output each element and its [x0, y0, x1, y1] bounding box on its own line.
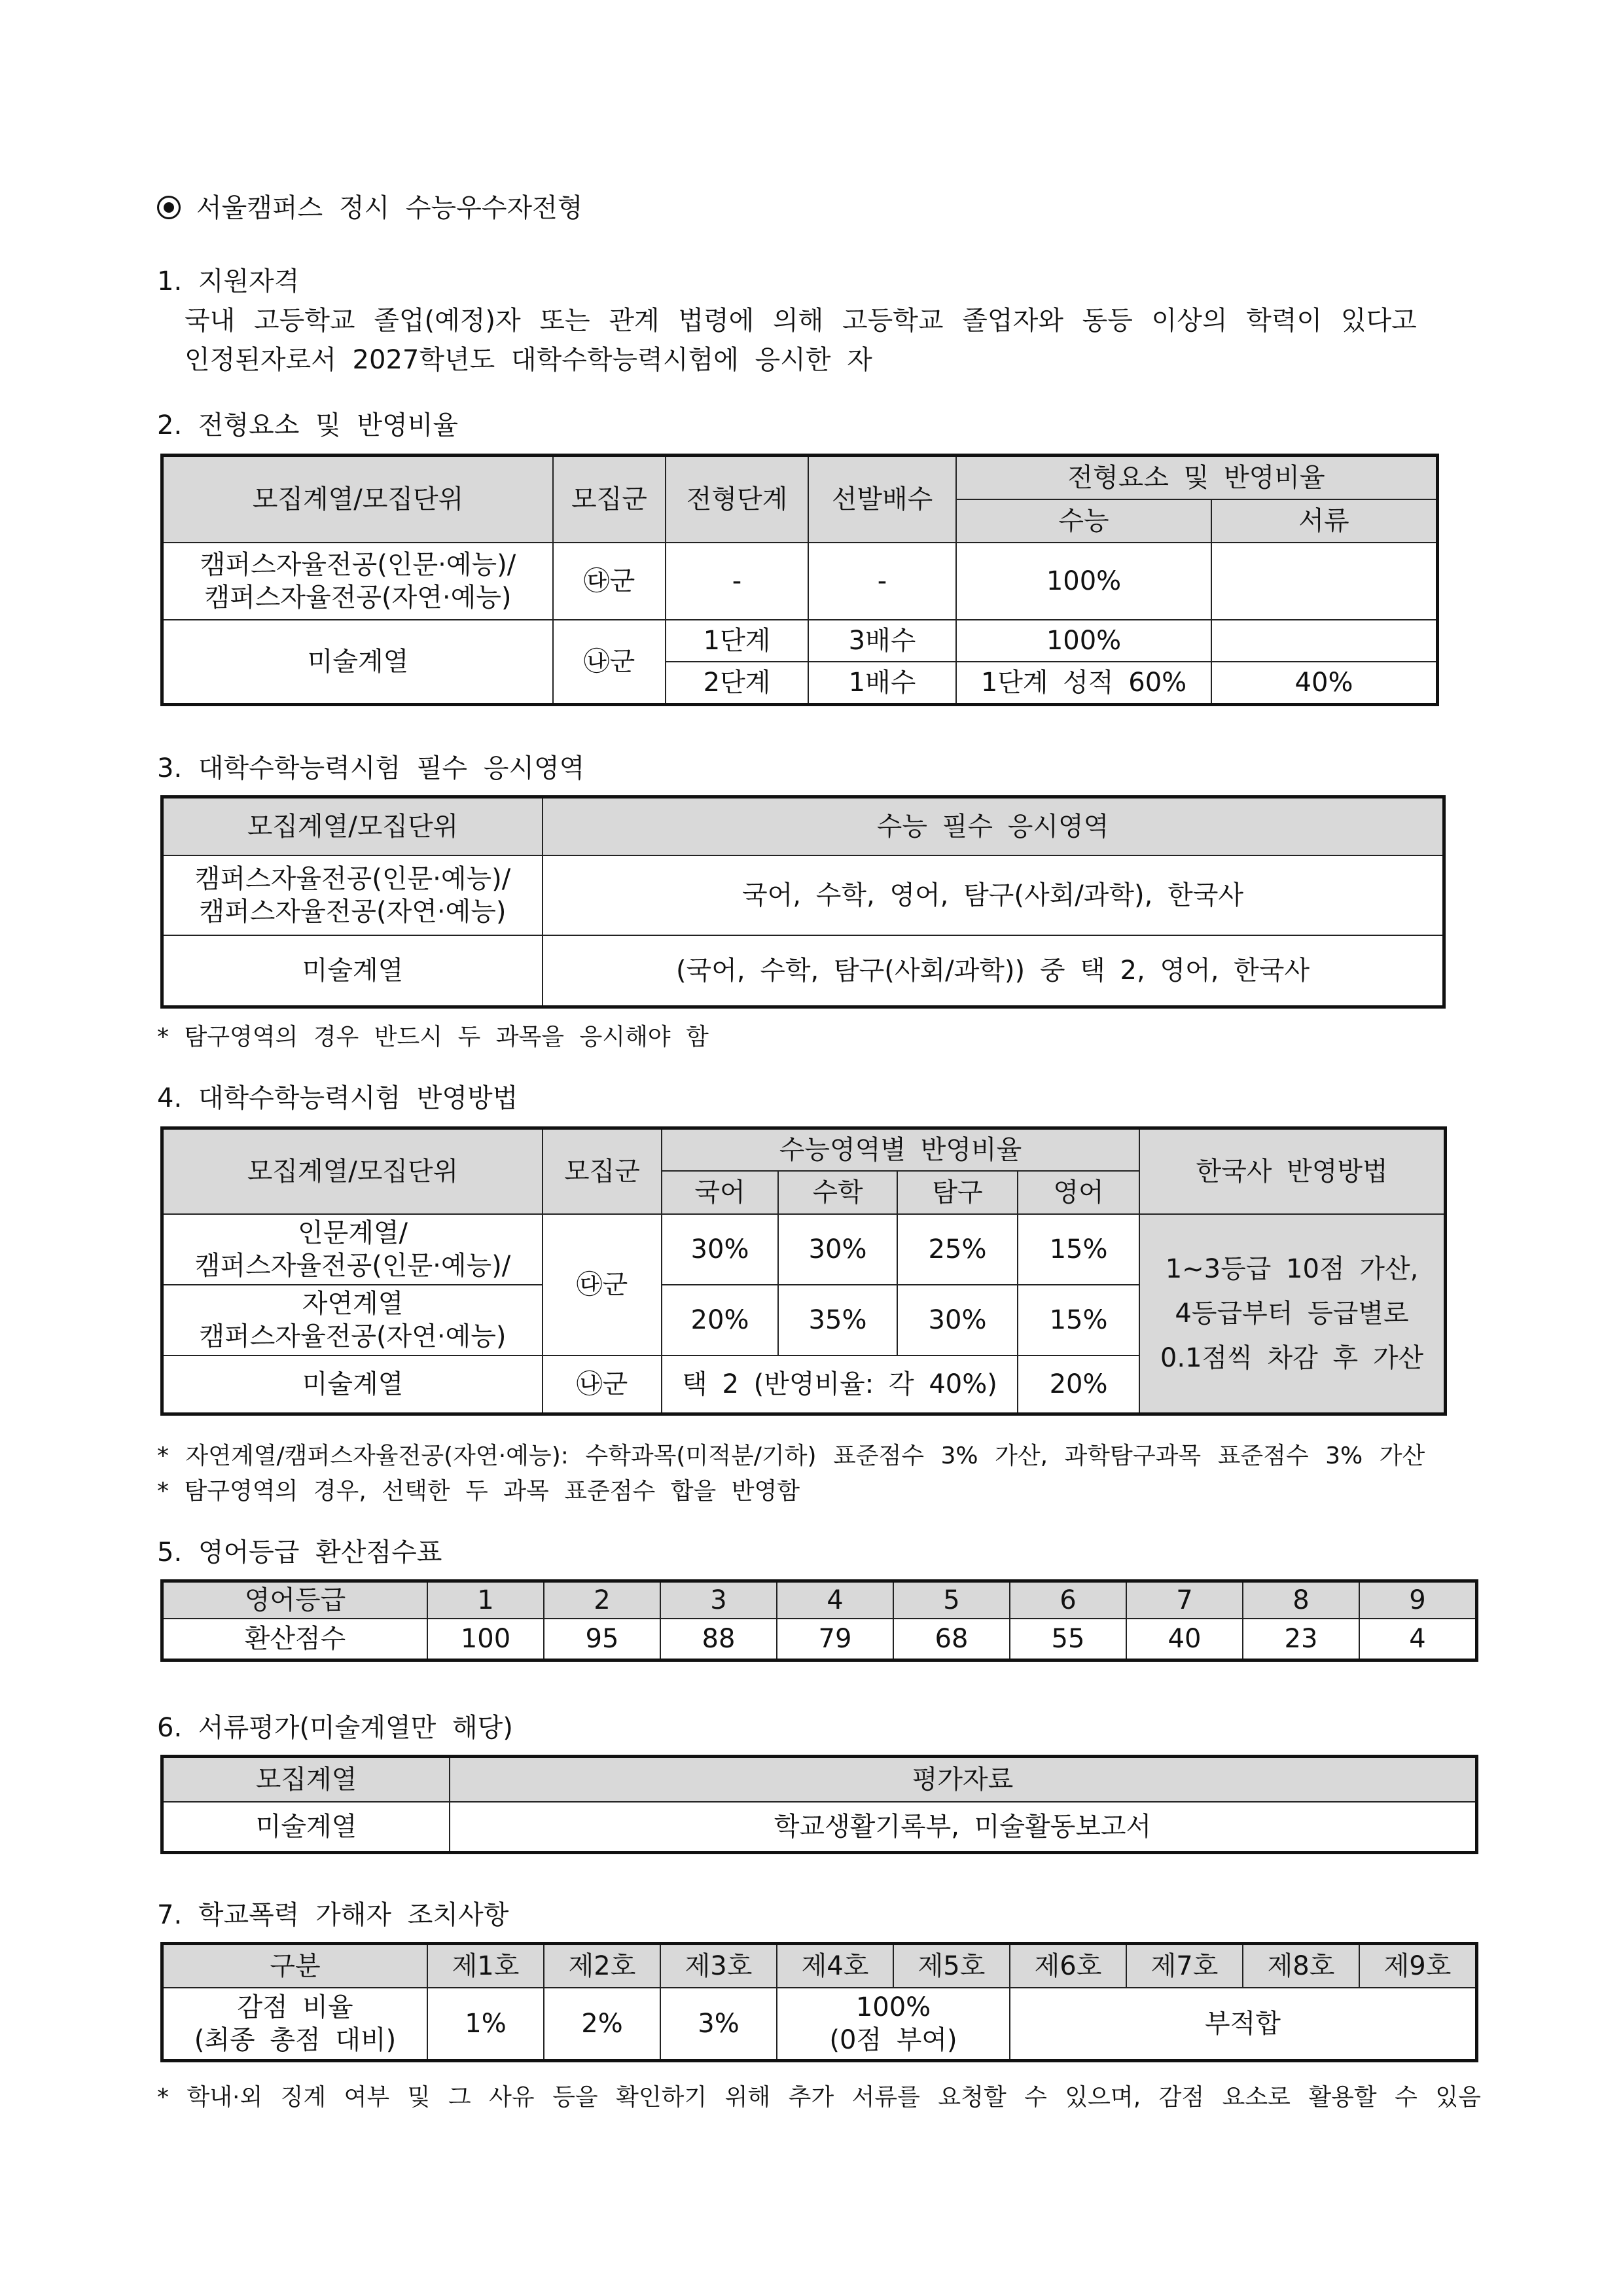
cell-documents-2: 40%: [1211, 662, 1436, 704]
cell-korean: 30%: [662, 1214, 778, 1285]
section-1-title: 1. 지원자격: [157, 266, 300, 296]
section-4-note-1: * 자연계열/캠퍼스자율전공(자연·예능): 수학과목(미적분/기하) 표준점수 3% 가산, 과학탐구과목 표준점수 3% 가산: [157, 1443, 1425, 1469]
cell-multiple-1: 3배수: [808, 620, 956, 662]
code-header-7: 제7호: [1126, 1945, 1243, 1988]
section-7-title: 7. 학교폭력 가해자 조치사항: [157, 1900, 509, 1930]
score-cell-1: 100: [427, 1619, 544, 1659]
header-math: 수학: [778, 1171, 897, 1214]
header-materials: 평가자료: [450, 1757, 1476, 1802]
cell-group-art: ㉯군: [543, 1355, 662, 1413]
cell-unit-natural: [163, 1285, 543, 1355]
label-line-2: (최종 총점 대비): [194, 2025, 397, 2055]
cell-unit-art: 미술계열: [163, 620, 553, 704]
header-unit: 모집계열: [163, 1757, 450, 1802]
header-ratio: 수능영역별 반영비율: [662, 1129, 1139, 1171]
header-multiple: 선발배수: [808, 456, 956, 543]
cell-inquiry: 25%: [897, 1214, 1018, 1285]
unit-line-2: 캠퍼스자율전공(자연·예능): [199, 897, 507, 927]
header-ratio: 전형요소 및 반영비율: [956, 456, 1436, 499]
unit-line-1: 자연계열: [302, 1289, 404, 1319]
cell-english: 15%: [1018, 1214, 1139, 1285]
header-korean: 국어: [662, 1171, 778, 1214]
cell-stage: -: [666, 543, 808, 620]
header-documents: 서류: [1211, 499, 1436, 543]
cell-unit-art: 미술계열: [163, 935, 543, 1006]
cell-korean-history-method: [1139, 1214, 1444, 1413]
code-header-2: 제2호: [544, 1945, 660, 1988]
cell-code-1: 1%: [427, 1988, 544, 2060]
cell-multiple-2: 1배수: [808, 662, 956, 704]
history-line-1: 1~3등급 10점 가산,: [1165, 1254, 1419, 1284]
page-heading: [157, 187, 582, 224]
header-converted-score: 환산점수: [163, 1619, 427, 1659]
section-5-title: 5. 영어등급 환산점수표: [157, 1537, 442, 1568]
header-unit: 모집계열/모집단위: [163, 1129, 543, 1214]
grade-cell-3: 3: [660, 1582, 777, 1619]
section-4-note-2: * 탐구영역의 경우, 선택한 두 과목 표준점수 합을 반영함: [157, 1478, 800, 1505]
label-line-1: 감점 비율: [237, 1992, 353, 2022]
cell-code-6-9: 부적합: [1010, 1988, 1476, 2060]
school-violence-table: [162, 1944, 1476, 2060]
grade-cell-1: 1: [427, 1582, 544, 1619]
cell-multiple: -: [808, 543, 956, 620]
code-header-6: 제6호: [1010, 1945, 1126, 1988]
cell-choose-two: 택 2 (반영비율: 각 40%): [662, 1355, 1018, 1413]
cell-materials: 학교생활기록부, 미술활동보고서: [450, 1802, 1476, 1852]
unit-line-2: 캠퍼스자율전공(자연·예능): [204, 583, 512, 613]
header-division: 구분: [163, 1945, 427, 1988]
header-unit: 모집계열/모집단위: [163, 798, 543, 855]
grade-cell-6: 6: [1010, 1582, 1126, 1619]
cell-deduction-label: [163, 1988, 427, 2060]
header-english-grade: 영어등급: [163, 1582, 427, 1619]
section-2-title: 2. 전형요소 및 반영비율: [157, 410, 459, 440]
cell-stage-1: 1단계: [666, 620, 808, 662]
page-heading-text: 서울캠퍼스 정시 수능우수자전형: [196, 193, 583, 223]
cell-group: ㉰군: [543, 1214, 662, 1355]
cell-csat: 100%: [956, 543, 1211, 620]
score-cell-7: 40: [1126, 1619, 1243, 1659]
header-stage: 전형단계: [666, 456, 808, 543]
cell-english-art: 20%: [1018, 1355, 1139, 1413]
score-cell-3: 88: [660, 1619, 777, 1659]
cell-code-4-5: [777, 1988, 1010, 2060]
grade-cell-5: 5: [893, 1582, 1010, 1619]
header-required-area: 수능 필수 응시영역: [543, 798, 1443, 855]
cell-group-art: ㉯군: [553, 620, 666, 704]
section-6-title: 6. 서류평가(미술계열만 해당): [157, 1713, 513, 1743]
cell-english: 15%: [1018, 1285, 1139, 1355]
value-line-2: (0점 부여): [829, 2025, 957, 2055]
score-cell-8: 23: [1243, 1619, 1359, 1659]
code-header-4: 제4호: [777, 1945, 893, 1988]
cell-stage-2: 2단계: [666, 662, 808, 704]
grade-cell-7: 7: [1126, 1582, 1243, 1619]
grade-cell-9: 9: [1359, 1582, 1476, 1619]
section-3-note: * 탐구영역의 경우 반드시 두 과목을 응시해야 함: [157, 1024, 709, 1050]
code-header-3: 제3호: [660, 1945, 777, 1988]
grade-cell-4: 4: [777, 1582, 893, 1619]
code-header-8: 제8호: [1243, 1945, 1359, 1988]
section-4-title: 4. 대학수학능력시험 반영방법: [157, 1083, 518, 1113]
cell-required-area: 국어, 수학, 영어, 탐구(사회/과학), 한국사: [543, 855, 1443, 935]
eligibility-line-1: 국내 고등학교 졸업(예정)자 또는 관계 법령에 의해 고등학교 졸업자와 동등 이상의 학력이 있다고: [185, 306, 1417, 336]
cell-code-2: 2%: [544, 1988, 660, 2060]
unit-line-1: 인문계열/: [297, 1218, 408, 1248]
unit-line-2: 캠퍼스자율전공(자연·예능): [199, 1321, 507, 1352]
header-unit: 모집계열/모집단위: [163, 456, 553, 543]
cell-korean: 20%: [662, 1285, 778, 1355]
section-3-title: 3. 대학수학능력시험 필수 응시영역: [157, 753, 585, 783]
english-grade-table: [162, 1581, 1476, 1660]
cell-documents-1: [1211, 620, 1436, 662]
code-header-1: 제1호: [427, 1945, 544, 1988]
section-7-note: * 학내·외 징계 여부 및 그 사유 등을 확인하기 위해 추가 서류를 요청할 수 있으며, 감점 요소로 활용할 수 있음: [157, 2084, 1481, 2111]
cell-unit: [163, 543, 553, 620]
header-csat: 수능: [956, 499, 1211, 543]
required-areas-table: [162, 797, 1444, 1007]
cell-group: ㉰군: [553, 543, 666, 620]
cell-csat-1: 100%: [956, 620, 1211, 662]
code-header-9: 제9호: [1359, 1945, 1476, 1988]
cell-code-3: 3%: [660, 1988, 777, 2060]
header-english: 영어: [1018, 1171, 1139, 1214]
header-korean-history: 한국사 반영방법: [1139, 1129, 1444, 1214]
grade-cell-8: 8: [1243, 1582, 1359, 1619]
history-line-2: 4등급부터 등급별로: [1175, 1299, 1409, 1329]
cell-unit-art: 미술계열: [163, 1355, 543, 1413]
cell-unit-art: 미술계열: [163, 1802, 450, 1852]
cell-required-area-art: (국어, 수학, 탐구(사회/과학)) 중 택 2, 영어, 한국사: [543, 935, 1443, 1006]
csat-method-table: [162, 1128, 1445, 1414]
score-cell-4: 79: [777, 1619, 893, 1659]
cell-inquiry: 30%: [897, 1285, 1018, 1355]
cell-unit: [163, 855, 543, 935]
eligibility-line-2: 인정된자로서 2027학년도 대학수학능력시험에 응시한 자: [185, 345, 872, 375]
cell-documents: [1211, 543, 1436, 620]
radio-bullet-icon: [157, 196, 181, 219]
score-cell-9: 4: [1359, 1619, 1476, 1659]
header-group: 모집군: [553, 456, 666, 543]
header-inquiry: 탐구: [897, 1171, 1018, 1214]
score-cell-2: 95: [544, 1619, 660, 1659]
score-cell-6: 55: [1010, 1619, 1126, 1659]
unit-line-2: 캠퍼스자율전공(인문·예능)/: [194, 1251, 511, 1281]
cell-math: 35%: [778, 1285, 897, 1355]
unit-line-1: 캠퍼스자율전공(인문·예능)/: [200, 550, 516, 580]
score-cell-5: 68: [893, 1619, 1010, 1659]
cell-csat-2: 1단계 성적 60%: [956, 662, 1211, 704]
unit-line-1: 캠퍼스자율전공(인문·예능)/: [194, 864, 511, 894]
document-evaluation-table: [162, 1757, 1476, 1852]
cell-math: 30%: [778, 1214, 897, 1285]
history-line-3: 0.1점씩 차감 후 가산: [1160, 1343, 1424, 1373]
header-group: 모집군: [543, 1129, 662, 1214]
code-header-5: 제5호: [893, 1945, 1010, 1988]
cell-unit-humanities: [163, 1214, 543, 1285]
value-line-1: 100%: [855, 1992, 931, 2022]
selection-ratio-table: [162, 456, 1437, 704]
grade-cell-2: 2: [544, 1582, 660, 1619]
